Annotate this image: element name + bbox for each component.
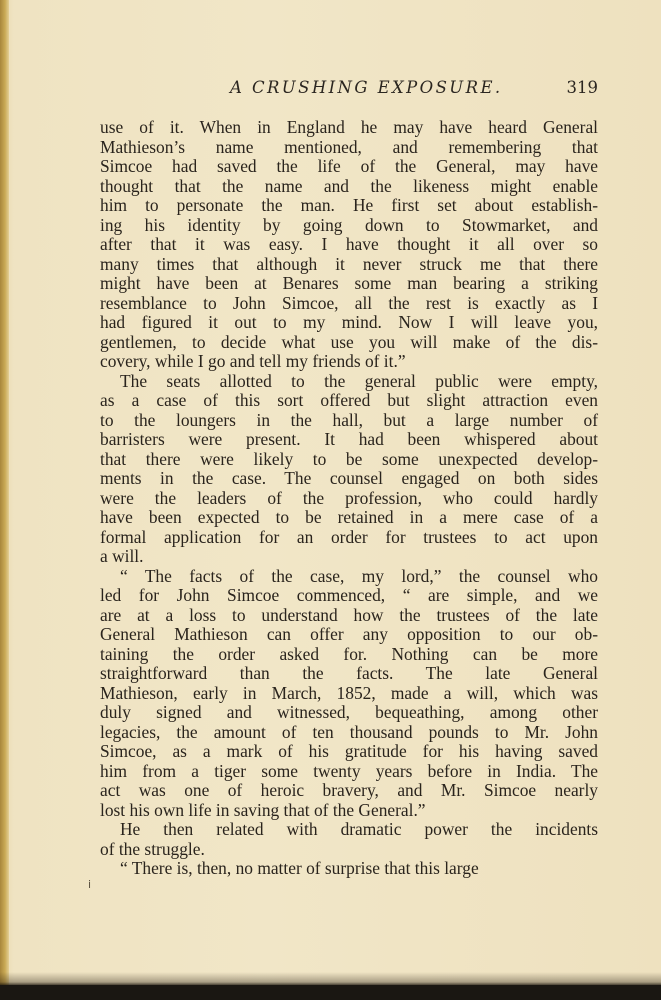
page-bottom-edge [0,972,661,985]
paragraph-first-line: The seats allotted to the general public were empty, [120,370,598,391]
text-line: gentlemen, to decide what use you will make of the dis- [100,331,598,352]
text-line: thought that the name and the likeness might enable [100,175,598,196]
text-line: are at a loss to understand how the trustees of the late [100,604,598,625]
text-line: ments in the case. The counsel engaged on both sides [100,468,598,488]
text-line: him from a tiger some twenty years before in India. The [100,760,598,781]
text-line: that there were likely to be some unexpected develop- [100,448,598,469]
paragraph-first-line: “ The facts of the case, my lord,” the counsel who [120,565,598,586]
text-line: resemblance to John Simcoe, all the rest is exactly as I [100,292,598,313]
text-line: legacies, the amount of ten thousand pounds to Mr. John [100,721,598,742]
text-line: after that it was easy. I have thought it all over so [100,234,598,254]
text-line: had figured it out to my mind. Now I will leave you, [100,312,598,332]
paragraph-last-line: covery, while I go and tell my friends of it.” [100,351,406,371]
paragraph-first-line: He then related with dramatic power the incidents [120,819,598,839]
text-line: many times that although it never struck me that there [100,253,598,274]
paragraph-last-line: lost his own life in saving that of the General.” [100,799,426,820]
text-line: formal application for an order for trustees to act upon [100,526,598,547]
text-line: barristers were present. It had been whispered about [100,429,598,449]
text-line: might have been at Benares some man bearing a striking [100,273,598,293]
page-number: 319 [566,78,598,97]
text-line: were the leaders of the profession, who could hardly [100,487,598,508]
text-line: ing his identity by going down to Stowmarket, and [100,214,598,235]
text-line: Simcoe, as a mark of his gratitude for his having saved [100,741,598,761]
paragraph-first-line: “ There is, then, no matter of surprise that this large [120,858,479,878]
text-line: taining the order asked for. Nothing can be more [100,643,598,664]
text-line: Mathieson, early in March, 1852, made a will, which was [100,682,598,703]
paragraph-last-line: a will. [100,546,144,566]
running-title: A CRUSHING EXPOSURE. [230,78,503,97]
text-line: use of it. When in England he may have heard General [100,117,598,137]
paragraph-last-line: of the struggle. [100,838,205,859]
text-line: as a case of this sort offered but slight attraction even [100,390,598,410]
text-line: straightforward than the facts. The late General [100,663,598,683]
text-line: act was one of heroic bravery, and Mr. Simcoe nearly [100,780,598,800]
text-line: have been expected to be retained in a mere case of a [100,507,598,527]
body-text [100,118,598,879]
text-line: Simcoe had saved the life of the General, may have [100,156,598,176]
text-line: General Mathieson can offer any opposition to our ob- [100,624,598,644]
running-head [100,78,598,102]
text-line: Mathieson’s name mentioned, and remembering that [100,136,598,157]
text-line: to the loungers in the hall, but a large number of [100,409,598,430]
text-line: led for John Simcoe commenced, “ are simple, and we [100,585,598,605]
margin-mark: i [88,878,92,891]
page-gutter [0,0,9,985]
text-line: him to personate the man. He first set about establish- [100,195,598,215]
text-line: duly signed and witnessed, bequeathing, among other [100,702,598,722]
